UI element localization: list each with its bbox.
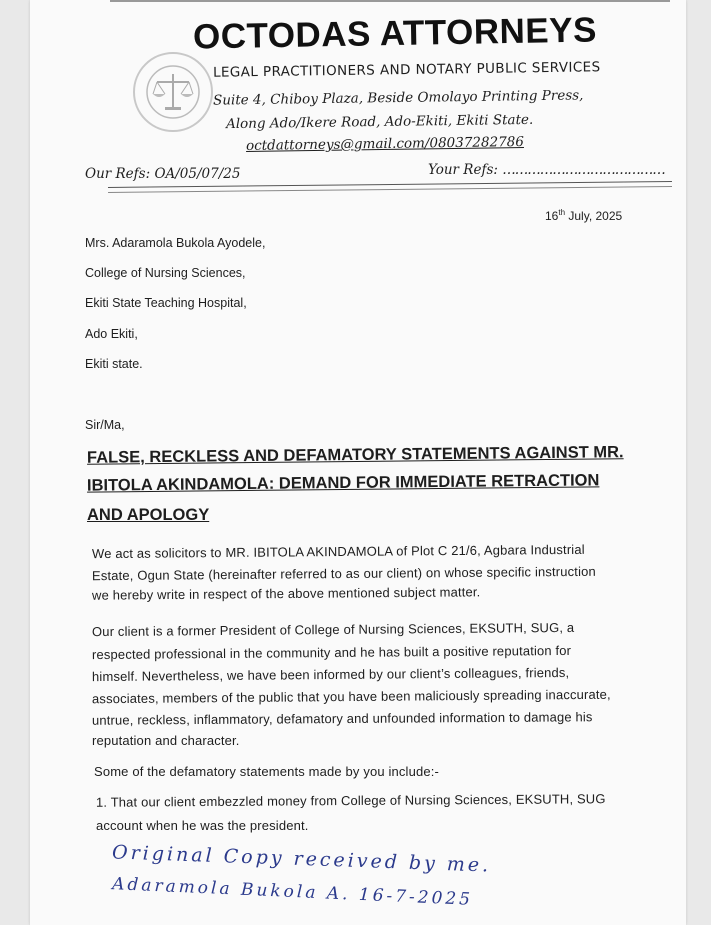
- letterhead-divider: [108, 181, 672, 193]
- paragraph-2-line: respected professional in the community and he has built a positive reputation for: [91, 642, 572, 663]
- your-refs: [428, 162, 665, 178]
- date-suffix: th: [558, 208, 566, 217]
- recipient-line: Ekiti State Teaching Hospital,: [85, 296, 247, 310]
- paragraph-1-line: We act as solicitors to MR. IBITOLA AKINDAMOLA of Plot C 21/6, Agbara Industrial: [91, 541, 585, 562]
- recipient-line: Mrs. Adaramola Bukola Ayodele,: [85, 236, 266, 250]
- address-line-1: Suite 4, Chiboy Plaza, Beside Omolayo Printing Press,: [212, 87, 584, 109]
- paragraph-2-line: himself. Nevertheless, we have been informed by our client’s colleagues, friends,: [91, 664, 570, 685]
- letter-page: [30, 0, 686, 925]
- subject-line: FALSE, RECKLESS AND DEFAMATORY STATEMENTS AGAINST MR.: [86, 443, 624, 467]
- our-refs-value: OA/05/07/25: [154, 166, 241, 182]
- paragraph-1-line: we hereby write in respect of the above mentioned subject matter.: [91, 584, 481, 603]
- your-refs-value: …………………………………: [502, 162, 665, 178]
- handwritten-signature-date: Adaramola Bukola A. 16-7-2025: [111, 874, 474, 910]
- date-day: 16: [545, 209, 559, 223]
- paragraph-2-line: untrue, reckless, inflammatory, defamatory and unfounded information to damage his: [91, 709, 593, 728]
- address-line-2: Along Ado/Ikere Road, Ado-Ekiti, Ekiti State.: [225, 111, 534, 133]
- paragraph-2-line: reputation and character.: [92, 733, 240, 748]
- list-item-line: account when he was the president.: [96, 818, 309, 833]
- recipient-line: College of Nursing Sciences,: [85, 266, 246, 280]
- firm-name: OCTODAS ATTORNEYS: [192, 10, 598, 57]
- your-refs-label: Your Refs:: [428, 162, 498, 178]
- our-refs-label: Our Refs:: [85, 166, 151, 182]
- paragraph-2-line: associates, members of the public that you have been maliciously spreading inaccurate,: [91, 686, 611, 707]
- scales-of-justice-seal-icon: [133, 52, 213, 132]
- top-border: [110, 0, 670, 2]
- paragraph-3: Some of the defamatory statements made by you include:-: [94, 764, 439, 779]
- paragraph-2-line: Our client is a former President of College of Nursing Sciences, EKSUTH, SUG, a: [91, 619, 575, 640]
- contact-email-phone: octdattorneys@gmail.com/08037282786: [245, 134, 525, 154]
- recipient-line: Ekiti state.: [85, 357, 143, 371]
- subject-line: IBITOLA AKINDAMOLA: DEMAND FOR IMMEDIATE RETRACTION: [86, 471, 600, 495]
- letter-date: [545, 208, 622, 223]
- list-item-line: 1. That our client embezzled money from College of Nursing Sciences, EKSUTH, SUG: [95, 791, 606, 810]
- handwritten-receipt-note: Original Copy received by me.: [111, 841, 492, 877]
- salutation: Sir/Ma,: [85, 418, 125, 432]
- subject-line: AND APOLOGY: [87, 506, 210, 524]
- date-rest: July, 2025: [565, 209, 623, 223]
- paragraph-1-line: Estate, Ogun State (hereinafter referred to as our client) on whose specific instruction: [91, 563, 596, 584]
- firm-subtitle: LEGAL PRACTITIONERS AND NOTARY PUBLIC SERVICES: [212, 59, 601, 81]
- our-refs: [85, 166, 240, 182]
- recipient-line: Ado Ekiti,: [85, 327, 138, 341]
